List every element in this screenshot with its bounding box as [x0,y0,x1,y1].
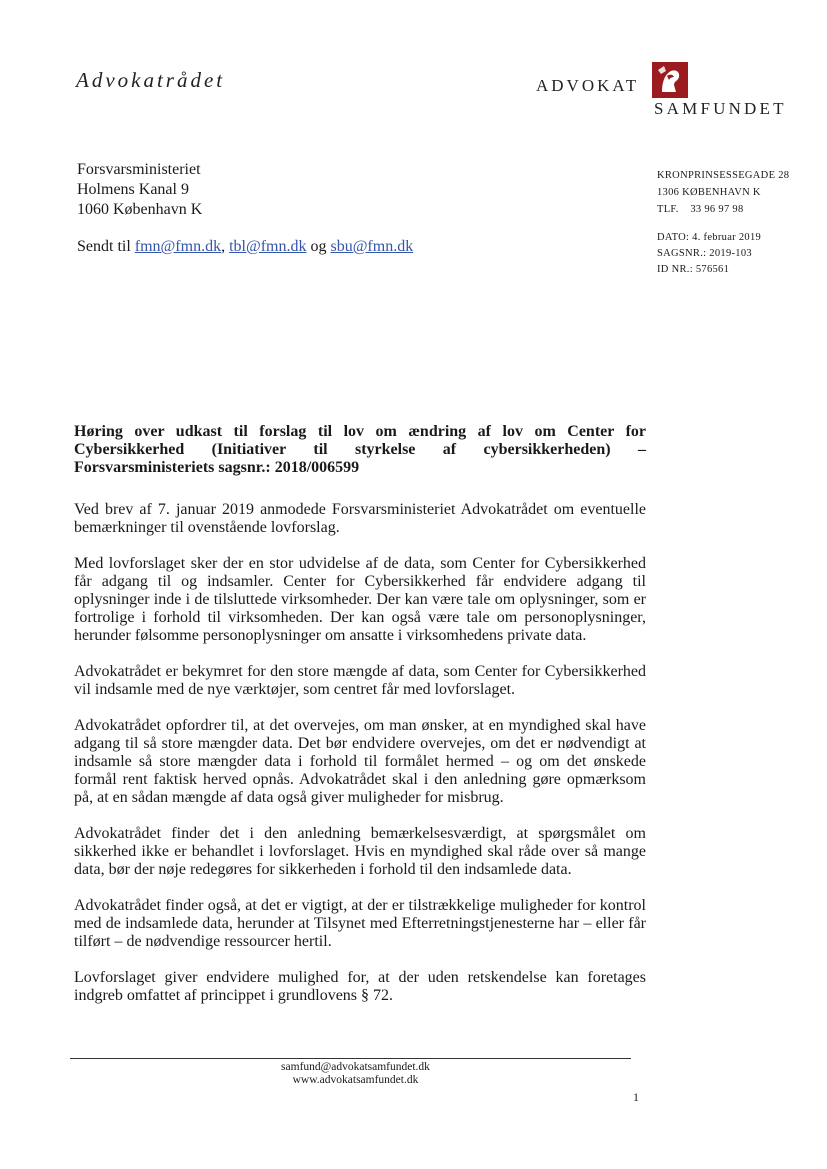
sent-to-label: Sendt til [77,238,131,255]
recipient-line: 1060 København K [77,201,203,218]
advokatraadet-title: Advokatrådet [76,68,226,92]
letter-subject: Høring over udkast til forslag til lov om ændring af lov om Center for Cybersikkerhed (Initiativer til styrkelse af cybersikkerheden) – Forsvarsministeriets sagsnr.: 2018/006599 [74,423,646,476]
letter-body [74,423,646,1023]
email-connector: og [310,238,327,255]
recipient-address [77,160,202,220]
body-paragraph: Lovforslaget giver endvidere mulighed for, at der uden retskendelse kan foretages indgreb omfattet af princippet i grundlovens § 72. [74,969,646,1004]
letter-metadata [657,230,761,278]
sender-address [657,167,789,218]
sent-to-line: Sendt til fmn@fmn.dk, tbl@fmn.dk og sbu@fmn.dk [77,238,414,255]
email-link-sbu[interactable]: sbu@fmn.dk [330,238,414,255]
footer-divider [70,1058,631,1059]
logo-text-advokat: ADVOKAT [536,76,640,95]
logo-text-samfundet: SAMFUNDET [654,99,787,118]
page-number: 1 [633,1090,639,1104]
email-link-fmn[interactable]: fmn@fmn.dk [134,238,222,255]
id-number: ID NR.: 576561 [657,264,730,275]
footer-email: samfund@advokatsamfundet.dk [281,1061,430,1073]
body-paragraph: Advokatrådet finder det i den anledning bemærkelsesværdigt, at spørgsmålet om sikkerhed ikke er behandlet i lovforslaget. Hvis en myndighed skal råde over så mange data, bør der nøje redegøres for sikkerheden i forhold til den indsamlede data. [74,825,646,878]
body-paragraph: Ved brev af 7. januar 2019 anmodede Forsvarsministeriet Advokatrådet om eventuelle bemærkninger til ovenstående lovforslag. [74,501,646,536]
body-paragraph: Advokatrådet finder også, at det er vigtigt, at der er tilstrækkelige muligheder for kontrol med de indsamlede data, herunder at Tilsynet med Efterretningstjenesterne har – eller får tilført – de nødvendige ressourcer hertil. [74,897,646,950]
sender-street: KRONPRINSESSEGADE 28 [657,170,790,181]
case-number: SAGSNR.: 2019-103 [657,248,752,259]
email-link-tbl[interactable]: tbl@fmn.dk [229,238,307,255]
letter-date: DATO: 4. februar 2019 [657,232,762,243]
advokatsamfundet-logo-icon [652,62,688,98]
body-paragraph: Med lovforslaget sker der en stor udvidelse af de data, som Center for Cybersikkerhed får adgang til og indsamler. Center for Cybersikkerhed får endvidere adgang til oplysninger inde i de tilsluttede virksomheder. Der kan være tale om oplysninger, som er fortrolige i forhold til virksomheden. Der kan også være tale om personoplysninger, herunder følsomme personoplysninger om ansatte i virksomhedens private data. [74,555,646,644]
sender-phone: TLF. 33 96 97 98 [657,204,744,215]
body-paragraph: Advokatrådet opfordrer til, at det overvejes, om man ønsker, at en myndighed skal have adgang til så store mængder data. Det bør endvidere overvejes, om det er nødvendigt at indsamle så store mængder data i forhold til formålet hermed – og om det ønskede formål rent faktisk herved opnås. Advokatrådet skal i den anledning gøre opmærksom på, at en sådan mængde af data også giver muligheder for misbrug. [74,717,646,806]
sender-city: 1306 KØBENHAVN K [657,187,761,198]
recipient-line: Forsvarsministeriet [77,161,201,178]
footer-website: www.advokatsamfundet.dk [292,1074,419,1086]
recipient-line: Holmens Kanal 9 [77,181,189,198]
footer [0,1061,711,1087]
body-paragraph: Advokatrådet er bekymret for den store mængde af data, som Center for Cybersikkerhed vil indsamle med de nye værktøjer, som centret får med lovforslaget. [74,663,646,698]
